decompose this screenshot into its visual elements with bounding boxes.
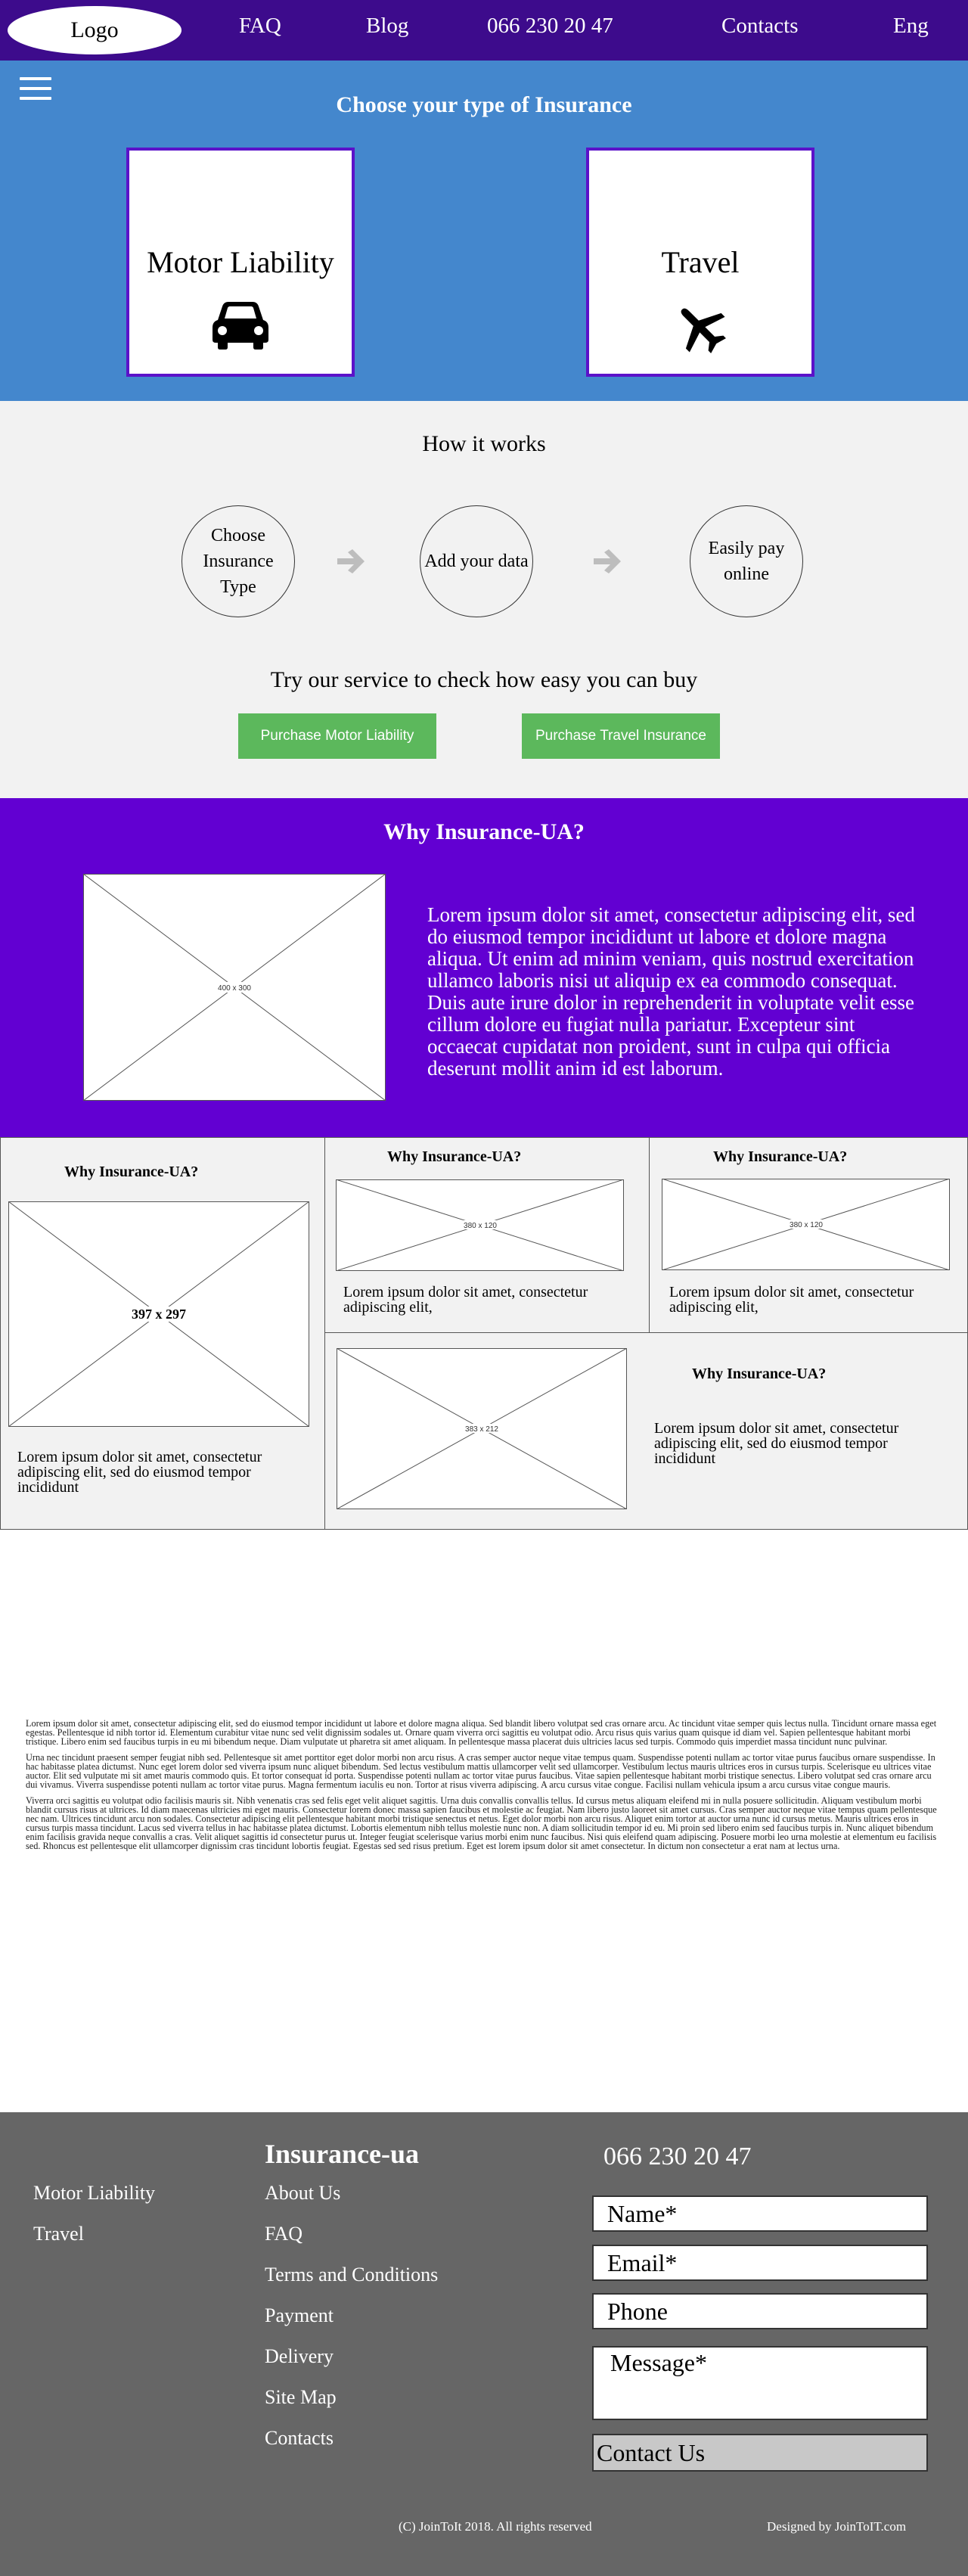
footer-link-motor-liability[interactable]: Motor Liability [33, 2182, 156, 2204]
placeholder-label: 383 x 212 [465, 1425, 498, 1434]
purchase-travel-insurance-button[interactable]: Purchase Travel Insurance [522, 713, 720, 759]
name-field[interactable]: Name* [592, 2195, 928, 2232]
card-title: Why Insurance-UA? [64, 1164, 199, 1180]
card-text: Lorem ipsum dolor sit amet, consectetur adipiscing elit, sed do eiusmod tempor incididunt [17, 1449, 262, 1496]
card-title: Why Insurance-UA? [713, 1148, 848, 1165]
placeholder-label: 380 x 120 [464, 1222, 497, 1230]
purchase-motor-liability-button[interactable]: Purchase Motor Liability [238, 713, 436, 759]
footer-link-faq[interactable]: FAQ [265, 2223, 303, 2245]
arrow-right-icon [334, 545, 368, 578]
image-placeholder [336, 1179, 624, 1271]
phone-field[interactable]: Phone [592, 2293, 928, 2329]
feature-card-right [649, 1137, 968, 1333]
image-placeholder [337, 1348, 627, 1509]
card-text: Lorem ipsum dolor sit amet, consectetur adipiscing elit, [669, 1284, 914, 1316]
arrow-right-icon [591, 545, 624, 578]
site-header [0, 0, 968, 61]
image-placeholder [8, 1201, 309, 1427]
insurance-type-section [0, 61, 968, 401]
nav-blog[interactable]: Blog [366, 14, 409, 38]
step-choose-type [182, 505, 295, 617]
nav-phone[interactable]: 066 230 20 47 [487, 14, 613, 38]
why-section [0, 798, 968, 1137]
feature-card-large [0, 1137, 325, 1530]
step-label: Choose Insurance Type [203, 526, 274, 597]
card-text: Lorem ipsum dolor sit amet, consectetur adipiscing elit, [343, 1284, 588, 1316]
card-text: Lorem ipsum dolor sit amet, consectetur adipiscing elit, sed do eiusmod tempor incididunt [654, 1420, 899, 1467]
step-pay-online [690, 505, 803, 617]
placeholder-label: 380 x 120 [790, 1221, 823, 1229]
why-description: Lorem ipsum dolor sit amet, consectetur adipiscing elit, sed do eiusmod tempor incididunt ut labore et dolore magna aliqua. Ut enim ad minim veniam, quis nostrud exercitation ullamco laboris nisi ut aliquip ex ea commodo consequat. Duis aute irure dolor in reprehenderit in voluptate velit esse cillum dolore eu fugiat nulla pariatur. Excepteur sint occaecat cupidatat non proident, sunt in culpa qui officia deserunt mollit anim id est laborum. [427, 903, 915, 1080]
footer-brand: Insurance-ua [265, 2139, 420, 2169]
message-field[interactable]: Message* [592, 2346, 928, 2420]
section-title: Choose your type of Insurance [336, 92, 632, 117]
step-label: Add your data [424, 552, 529, 571]
contact-us-button[interactable]: Contact Us [592, 2434, 928, 2472]
footer-link-site-map[interactable]: Site Map [265, 2386, 337, 2408]
footer-link-payment[interactable]: Payment [265, 2304, 334, 2326]
card-title: Why Insurance-UA? [692, 1366, 827, 1382]
try-service-text: Try our service to check how easy you can buy [270, 667, 698, 692]
step-label: Easily pay online [708, 539, 785, 584]
feature-card-middle [324, 1137, 650, 1333]
footer-link-terms[interactable]: Terms and Conditions [265, 2264, 439, 2285]
designer-link[interactable]: Designed by JoinToIT.com [767, 2519, 907, 2534]
airplane-icon [589, 300, 811, 355]
why-title: Why Insurance-UA? [383, 819, 585, 844]
article-text [26, 1719, 941, 1857]
placeholder-label: 397 x 297 [132, 1307, 186, 1322]
paragraph: Urna nec tincidunt praesent semper feugiat nibh sed. Pellentesque sit amet porttitor eget dolor morbi non arcu risus. A cras semper auctor neque vitae tempus quam. Suspendisse potenti nullam ac tortor vitae purus faucibus ornare suspendisse. In hac habitasse platea dictumst. Nunc eget lorem dolor sed viverra ipsum nunc aliquet bibendum. Sed lectus vestibulum mattis ullamcorper velit sed ullamcorper. Vestibulum lectus mauris ultrices eros in cursus turpis. Scelerisque eu ultrices vitae auctor. Elit sed vulputate mi sit amet mauris commodo quis. Et tortor consequat id porta. Suspendisse potenti nullam ac tortor vitae purus faucibus. Vitae sapien pellentesque habitant morbi tristique senectus. Libero volutpat sed cras ornare arcu dui vivamus. Viverra suspendisse potenti nullam ac tortor vitae purus. Magna fermentum iaculis eu non. Tortor at risus viverra adipiscing. A arcu cursus vitae congue. Facilisi nullam vehicula ipsum a arcu cursus vitae congue mauris. [26, 1752, 935, 1790]
footer-phone: 066 230 20 47 [603, 2143, 752, 2170]
footer-link-delivery[interactable]: Delivery [265, 2345, 334, 2367]
email-field[interactable]: Email* [592, 2245, 928, 2281]
footer-link-contacts[interactable]: Contacts [265, 2427, 334, 2449]
nav-contacts[interactable]: Contacts [721, 14, 799, 38]
footer-link-travel[interactable]: Travel [33, 2223, 84, 2245]
car-icon [129, 300, 352, 355]
how-title: How it works [422, 431, 546, 456]
copyright: (C) JoinToIt 2018. All rights reserved [399, 2519, 592, 2534]
motor-liability-card[interactable] [126, 148, 355, 377]
logo[interactable]: Logo [8, 6, 182, 54]
paragraph: Lorem ipsum dolor sit amet, consectetur adipiscing elit, sed do eiusmod tempor incididunt ut labore et dolore magna aliqua. Sed blandit libero volutpat sed cras ornare arcu. Ac tincidunt vitae semper quis lectus nulla. Tincidunt ornare massa eget egestas. Pellentesque id nibh tortor id. Elementum curabitur vitae nunc sed velit dignissim sodales ut. Ornare quam viverra orci sagittis eu volutpat odio. Arcu risus quis varius quam quisque id diam vel. Sapien pellentesque habitant morbi tristique. Libero enim sed faucibus turpis in eu mi bibendum neque. Diam vulputate ut pharetra sit amet aliquam. In pellentesque massa placerat duis ultricies lacus sed turpis. Commodo quis imperdiet massa tincidunt nunc pulvinar. [26, 1718, 937, 1747]
nav-language[interactable]: Eng [893, 14, 929, 38]
nav-faq[interactable]: FAQ [239, 14, 281, 38]
paragraph: Viverra orci sagittis eu volutpat odio facilisis mauris sit. Nibh venenatis cras sed felis eget velit aliquet sagittis. Urna duis convallis convallis tellus. Id cursus metus aliquam eleifend mi in nulla posuere sollicitudin. Aliquam vestibulum morbi blandit cursus risus at ultrices. Id diam maecenas ultricies mi eget mauris. Consectetur lorem donec massa sapien faucibus et molestie ac feugiat. Nam libero justo laoreet sit amet cursus. Cras semper auctor neque vitae tempus quam pellentesque nec nam. Ultrices tincidunt arcu non sodales. Consectetur adipiscing elit pellentesque habitant morbi tristique senectus et netus. Eget dolor morbi non arcu risus. Aliquet enim tortor at auctor urna nunc id cursus metus. Mauris ultrices eros in cursus turpis massa tincidunt. Lacus sed viverra tellus in hac habitasse platea dictumst. Lobortis elementum nibh tellus molestie nunc non. A diam sollicitudin tempor id eu. Mi proin sed libero enim sed faucibus turpis in. Nunc aliquet bibendum enim facilisis gravida neque convallis a cras. Velit aliquet sagittis id consectetur purus ut. Integer feugiat scelerisque varius morbi enim nunc faucibus. Nisi quis eleifend quam adipiscing. Posuere morbi leo urna molestie at elementum eu facilisis sed. Rhoncus est pellentesque elit ullamcorper dignissim cras tincidunt lobortis feugiat. Egestas sed sed risus pretium. Eget est lorem ipsum dolor sit amet consectetur. In dictum non consectetur a erat nam at lectus urna. [26, 1795, 937, 1851]
site-footer [0, 2112, 968, 2576]
how-it-works-section [0, 401, 968, 798]
placeholder-label: 400 x 300 [218, 984, 251, 993]
feature-card-wide [324, 1332, 968, 1530]
travel-card[interactable] [586, 148, 814, 377]
card-title: Why Insurance-UA? [387, 1148, 522, 1165]
image-placeholder [83, 874, 386, 1101]
card-label: Motor Liability [147, 245, 334, 279]
card-label: Travel [661, 245, 740, 279]
footer-link-about-us[interactable]: About Us [265, 2182, 341, 2204]
step-add-data [420, 505, 533, 617]
image-placeholder [662, 1179, 950, 1270]
